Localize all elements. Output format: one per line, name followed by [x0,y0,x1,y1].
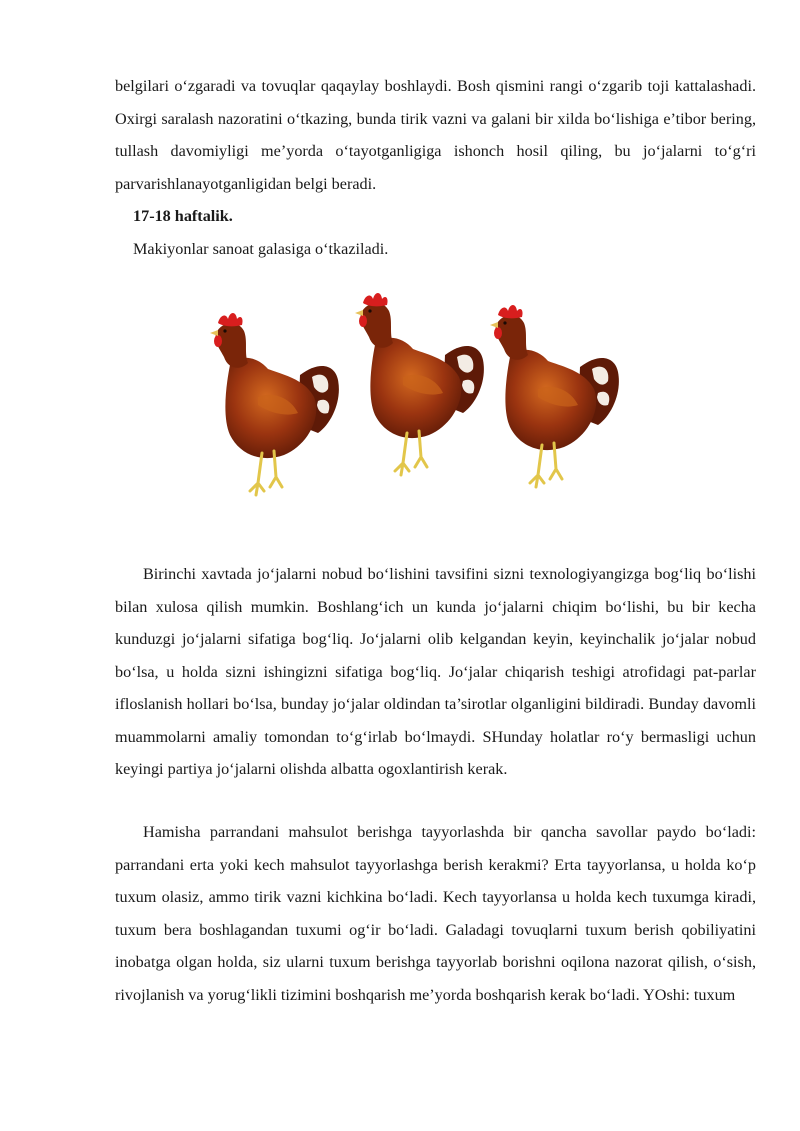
hens-illustration [195,285,625,500]
paragraph-middle: Birinchi xavtada jo‘jalarni nobud bo‘lishini tavsifini sizni texnologiyangizga bog‘liq bo‘lishi bilan xulosa qilish mumkin. Boshlang‘ich un kunda jo‘jalarni chiqim bo‘lishi, bu bir kecha kunduzgi jo‘jalarni sifatiga bog‘liq. Jo‘jalarni olib kelgandan keyin, keyinchalik jo‘jalar nobud bo‘lsa, u holda sizni ishingizni sifatiga bog‘liq. Jo‘jalar chiqarish teshigi atrofidagi pat-parlar ifloslanish hollari bo‘lsa, bunday jo‘jalar oldindan ta’sirotlar olganligini bildiradi. Bunday davomli muammolarni amaliy tomondan to‘g‘irlab bo‘lmaydi. SHunday holatlar ro‘y bermasligi uchun keyingi partiya jo‘jalarni olishda albatta ogoxlantirish kerak. [115,565,756,778]
hen-middle [355,293,484,475]
hen-right [490,305,619,487]
section-subtext: Makiyonlar sanoat galasiga o‘tkaziladi. [133,240,389,258]
section-heading: 17-18 haftalik. [133,207,233,225]
hen-left [210,313,339,495]
hens-icon [195,285,625,500]
paragraph-bottom: Hamisha parrandani mahsulot berishga tayyorlashda bir qancha savollar paydo bo‘ladi: parrandani erta yoki kech mahsulot tayyorlashga berish kerakmi? Erta tayyorlansa, u holda ko‘p tuxum olasiz, ammo tirik vazni kichkina bo‘ladi. Kech tayyorlansa u holda kech tuxumga kiradi, tuxum bera boshlagandan tuxumi og‘ir bo‘ladi. Galadagi tovuqlarni tuxum berish qobiliyatini inobatga olgan holda, siz ularni tuxum berishga tayyorlab borishni oqilona nazorat qilish, o‘sish, rivojlanish va yorug‘likli tizimini boshqarish me’yorda boshqarish kerak bo‘ladi. YOshi: tuxum [115,823,756,1004]
paragraph-top: belgilari o‘zgaradi va tovuqlar qaqaylay boshlaydi. Bosh qismini rangi o‘zgarib toji kattalashadi. Oxirgi saralash nazoratini o‘tkazing, bunda tirik vazni va galani bir xilda bo‘lishiga e’tibor bering, tullash davomiyligi me’yorda o‘tayotganligiga ishonch hosil qiling, bu jo‘jalarni to‘g‘ri parvarishlanayotganligidan belgi beradi. [115,77,756,193]
